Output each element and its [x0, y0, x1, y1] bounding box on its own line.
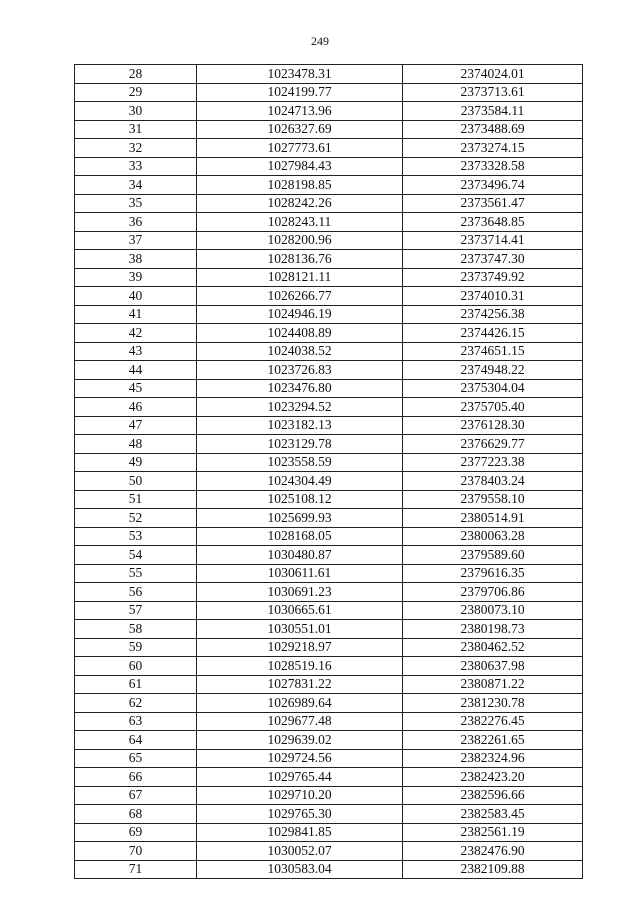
coordinate-table	[74, 64, 583, 879]
y-coordinate-cell: 2382261.65	[403, 731, 583, 750]
table-row	[75, 176, 583, 195]
y-coordinate-cell: 2377223.38	[403, 453, 583, 472]
point-number-cell: 34	[75, 176, 197, 195]
table-row	[75, 213, 583, 232]
x-coordinate-cell: 1028168.05	[197, 527, 403, 546]
x-coordinate-cell: 1028242.26	[197, 194, 403, 213]
table-row	[75, 324, 583, 343]
y-coordinate-cell: 2382596.66	[403, 786, 583, 805]
x-coordinate-cell: 1023129.78	[197, 435, 403, 454]
x-coordinate-cell: 1023478.31	[197, 65, 403, 84]
table-row	[75, 546, 583, 565]
x-coordinate-cell: 1023476.80	[197, 379, 403, 398]
x-coordinate-cell: 1027773.61	[197, 139, 403, 158]
point-number-cell: 50	[75, 472, 197, 491]
x-coordinate-cell: 1030480.87	[197, 546, 403, 565]
x-coordinate-cell: 1030611.61	[197, 564, 403, 583]
y-coordinate-cell: 2375705.40	[403, 398, 583, 417]
point-number-cell: 45	[75, 379, 197, 398]
table-row	[75, 712, 583, 731]
table-row	[75, 527, 583, 546]
point-number-cell: 63	[75, 712, 197, 731]
x-coordinate-cell: 1028121.11	[197, 268, 403, 287]
x-coordinate-cell: 1029710.20	[197, 786, 403, 805]
y-coordinate-cell: 2380871.22	[403, 675, 583, 694]
x-coordinate-cell: 1024038.52	[197, 342, 403, 361]
point-number-cell: 41	[75, 305, 197, 324]
y-coordinate-cell: 2374010.31	[403, 287, 583, 306]
point-number-cell: 38	[75, 250, 197, 269]
table-row	[75, 564, 583, 583]
point-number-cell: 32	[75, 139, 197, 158]
point-number-cell: 71	[75, 860, 197, 879]
y-coordinate-cell: 2381230.78	[403, 694, 583, 713]
point-number-cell: 28	[75, 65, 197, 84]
table-row	[75, 509, 583, 528]
y-coordinate-cell: 2378403.24	[403, 472, 583, 491]
table-row	[75, 583, 583, 602]
point-number-cell: 47	[75, 416, 197, 435]
table-row	[75, 638, 583, 657]
point-number-cell: 54	[75, 546, 197, 565]
y-coordinate-cell: 2373648.85	[403, 213, 583, 232]
point-number-cell: 65	[75, 749, 197, 768]
point-number-cell: 53	[75, 527, 197, 546]
x-coordinate-cell: 1023558.59	[197, 453, 403, 472]
point-number-cell: 44	[75, 361, 197, 380]
page-number: 249	[311, 34, 329, 48]
y-coordinate-cell: 2379616.35	[403, 564, 583, 583]
point-number-cell: 51	[75, 490, 197, 509]
table-row	[75, 361, 583, 380]
point-number-cell: 49	[75, 453, 197, 472]
x-coordinate-cell: 1030665.61	[197, 601, 403, 620]
y-coordinate-cell: 2373496.74	[403, 176, 583, 195]
x-coordinate-cell: 1030583.04	[197, 860, 403, 879]
y-coordinate-cell: 2373747.30	[403, 250, 583, 269]
table-row	[75, 675, 583, 694]
table-row	[75, 120, 583, 139]
table-row	[75, 231, 583, 250]
x-coordinate-cell: 1029218.97	[197, 638, 403, 657]
table-row	[75, 786, 583, 805]
point-number-cell: 33	[75, 157, 197, 176]
y-coordinate-cell: 2373713.61	[403, 83, 583, 102]
x-coordinate-cell: 1023294.52	[197, 398, 403, 417]
x-coordinate-cell: 1024199.77	[197, 83, 403, 102]
table-row	[75, 435, 583, 454]
x-coordinate-cell: 1030052.07	[197, 842, 403, 861]
x-coordinate-cell: 1030551.01	[197, 620, 403, 639]
point-number-cell: 39	[75, 268, 197, 287]
y-coordinate-cell: 2373488.69	[403, 120, 583, 139]
point-number-cell: 59	[75, 638, 197, 657]
x-coordinate-cell: 1026266.77	[197, 287, 403, 306]
table-row	[75, 694, 583, 713]
table-row	[75, 601, 583, 620]
coordinate-table-body	[75, 65, 583, 879]
point-number-cell: 70	[75, 842, 197, 861]
y-coordinate-cell: 2373749.92	[403, 268, 583, 287]
x-coordinate-cell: 1027984.43	[197, 157, 403, 176]
point-number-cell: 42	[75, 324, 197, 343]
table-row	[75, 490, 583, 509]
point-number-cell: 62	[75, 694, 197, 713]
table-row	[75, 472, 583, 491]
table-row	[75, 398, 583, 417]
table-row	[75, 749, 583, 768]
y-coordinate-cell: 2379706.86	[403, 583, 583, 602]
x-coordinate-cell: 1029724.56	[197, 749, 403, 768]
x-coordinate-cell: 1029841.85	[197, 823, 403, 842]
point-number-cell: 57	[75, 601, 197, 620]
x-coordinate-cell: 1024946.19	[197, 305, 403, 324]
y-coordinate-cell: 2380637.98	[403, 657, 583, 676]
y-coordinate-cell: 2376629.77	[403, 435, 583, 454]
x-coordinate-cell: 1026327.69	[197, 120, 403, 139]
table-row	[75, 379, 583, 398]
x-coordinate-cell: 1025699.93	[197, 509, 403, 528]
y-coordinate-cell: 2374024.01	[403, 65, 583, 84]
point-number-cell: 60	[75, 657, 197, 676]
point-number-cell: 40	[75, 287, 197, 306]
point-number-cell: 46	[75, 398, 197, 417]
x-coordinate-cell: 1029765.44	[197, 768, 403, 787]
table-row	[75, 65, 583, 84]
y-coordinate-cell: 2382423.20	[403, 768, 583, 787]
y-coordinate-cell: 2374426.15	[403, 324, 583, 343]
x-coordinate-cell: 1028519.16	[197, 657, 403, 676]
x-coordinate-cell: 1028198.85	[197, 176, 403, 195]
y-coordinate-cell: 2373584.11	[403, 102, 583, 121]
point-number-cell: 36	[75, 213, 197, 232]
point-number-cell: 69	[75, 823, 197, 842]
y-coordinate-cell: 2382476.90	[403, 842, 583, 861]
x-coordinate-cell: 1030691.23	[197, 583, 403, 602]
table-row	[75, 157, 583, 176]
x-coordinate-cell: 1024304.49	[197, 472, 403, 491]
y-coordinate-cell: 2376128.30	[403, 416, 583, 435]
y-coordinate-cell: 2382276.45	[403, 712, 583, 731]
point-number-cell: 37	[75, 231, 197, 250]
point-number-cell: 35	[75, 194, 197, 213]
x-coordinate-cell: 1028136.76	[197, 250, 403, 269]
x-coordinate-cell: 1025108.12	[197, 490, 403, 509]
table-row	[75, 657, 583, 676]
y-coordinate-cell: 2374256.38	[403, 305, 583, 324]
x-coordinate-cell: 1026989.64	[197, 694, 403, 713]
table-row	[75, 860, 583, 879]
point-number-cell: 68	[75, 805, 197, 824]
point-number-cell: 61	[75, 675, 197, 694]
table-row	[75, 620, 583, 639]
x-coordinate-cell: 1029765.30	[197, 805, 403, 824]
y-coordinate-cell: 2380063.28	[403, 527, 583, 546]
point-number-cell: 67	[75, 786, 197, 805]
y-coordinate-cell: 2380198.73	[403, 620, 583, 639]
x-coordinate-cell: 1028200.96	[197, 231, 403, 250]
y-coordinate-cell: 2380514.91	[403, 509, 583, 528]
table-row	[75, 83, 583, 102]
y-coordinate-cell: 2382109.88	[403, 860, 583, 879]
point-number-cell: 30	[75, 102, 197, 121]
table-row	[75, 768, 583, 787]
point-number-cell: 48	[75, 435, 197, 454]
y-coordinate-cell: 2379589.60	[403, 546, 583, 565]
y-coordinate-cell: 2379558.10	[403, 490, 583, 509]
point-number-cell: 56	[75, 583, 197, 602]
y-coordinate-cell: 2375304.04	[403, 379, 583, 398]
table-row	[75, 731, 583, 750]
x-coordinate-cell: 1028243.11	[197, 213, 403, 232]
y-coordinate-cell: 2380462.52	[403, 638, 583, 657]
table-row	[75, 805, 583, 824]
x-coordinate-cell: 1023726.83	[197, 361, 403, 380]
y-coordinate-cell: 2382561.19	[403, 823, 583, 842]
table-row	[75, 102, 583, 121]
point-number-cell: 52	[75, 509, 197, 528]
table-row	[75, 139, 583, 158]
point-number-cell: 66	[75, 768, 197, 787]
table-row	[75, 416, 583, 435]
table-row	[75, 194, 583, 213]
x-coordinate-cell: 1024713.96	[197, 102, 403, 121]
x-coordinate-cell: 1029677.48	[197, 712, 403, 731]
table-row	[75, 342, 583, 361]
table-row	[75, 287, 583, 306]
point-number-cell: 31	[75, 120, 197, 139]
x-coordinate-cell: 1024408.89	[197, 324, 403, 343]
y-coordinate-cell: 2373561.47	[403, 194, 583, 213]
table-row	[75, 453, 583, 472]
x-coordinate-cell: 1027831.22	[197, 675, 403, 694]
y-coordinate-cell: 2374948.22	[403, 361, 583, 380]
y-coordinate-cell: 2382583.45	[403, 805, 583, 824]
x-coordinate-cell: 1023182.13	[197, 416, 403, 435]
point-number-cell: 29	[75, 83, 197, 102]
table-row	[75, 268, 583, 287]
y-coordinate-cell: 2373274.15	[403, 139, 583, 158]
x-coordinate-cell: 1029639.02	[197, 731, 403, 750]
table-row	[75, 842, 583, 861]
point-number-cell: 58	[75, 620, 197, 639]
table-row	[75, 305, 583, 324]
y-coordinate-cell: 2382324.96	[403, 749, 583, 768]
table-row	[75, 250, 583, 269]
y-coordinate-cell: 2373328.58	[403, 157, 583, 176]
point-number-cell: 64	[75, 731, 197, 750]
y-coordinate-cell: 2373714.41	[403, 231, 583, 250]
point-number-cell: 55	[75, 564, 197, 583]
table-row	[75, 823, 583, 842]
y-coordinate-cell: 2374651.15	[403, 342, 583, 361]
y-coordinate-cell: 2380073.10	[403, 601, 583, 620]
point-number-cell: 43	[75, 342, 197, 361]
